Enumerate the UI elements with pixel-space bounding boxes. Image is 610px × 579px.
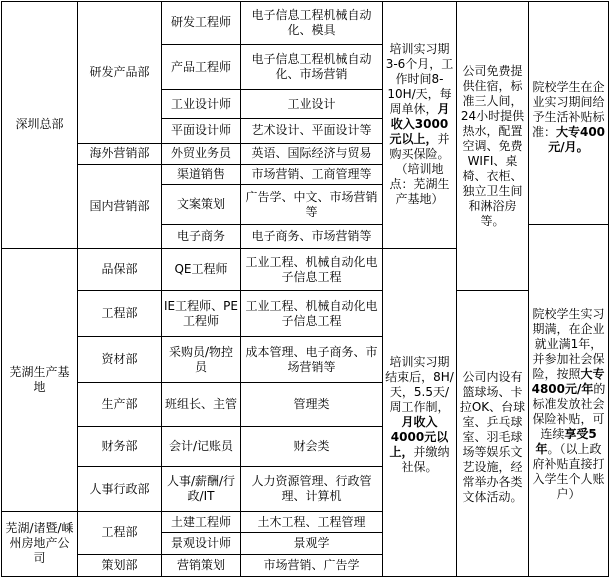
major-cell: 人力资源管理、行政管理、计算机 [241, 467, 383, 512]
subsidy-amount: 大专400元/月。 [548, 124, 606, 154]
department-finance: 财务部 [78, 426, 162, 467]
post-salary-cell [383, 248, 457, 576]
location-shenzhen: 深圳总部 [2, 2, 78, 249]
recruitment-table [1, 1, 609, 577]
spacer [531, 72, 606, 80]
subsidy-intro: 院校学生在企业实习期间给予生活补贴标准： [531, 79, 605, 139]
department-overseas: 海外营销部 [78, 144, 162, 164]
position-cell: 研发工程师 [162, 2, 241, 45]
department-hr: 人事行政部 [78, 467, 162, 512]
major-cell: 管理类 [241, 382, 383, 426]
major-cell: 工业工程、机械自动化电子信息工程 [241, 291, 383, 337]
major-cell: 广告学、中文、市场营销等 [241, 184, 383, 225]
major-cell: 电子信息工程机械自动化、模具 [241, 2, 383, 45]
department-rd: 研发产品部 [78, 2, 162, 144]
internship-text: 培训实习期3-6个月，工作时间8-10H/天，每周单休， [385, 42, 454, 117]
subsidy-standard: 的标准发放社会保险补贴，可连续 [532, 382, 606, 442]
major-cell: 土木工程、工程管理 [241, 511, 383, 532]
position-cell: 营销策划 [162, 554, 241, 577]
location-realestate: 芜湖/诸暨/嵊州房地产公司 [2, 511, 78, 576]
subsidy-years: 享受5年 [535, 427, 597, 457]
major-cell: 工业设计 [241, 90, 383, 118]
major-cell: 市场营销、工商管理等 [241, 164, 383, 184]
major-cell: 电子信息工程机械自动化、市场营销 [241, 44, 383, 90]
department-eng2: 工程部 [78, 511, 162, 554]
internship-insurance: 并购买保险。（培训地点：芜湖生产基地） [389, 132, 450, 207]
position-cell: 外贸业务员 [162, 144, 241, 164]
subsidy-cell [529, 2, 609, 225]
major-cell: 成本管理、电子商务、市场营销等 [241, 337, 383, 383]
facilities-cell [457, 291, 529, 577]
recruitment-table-wrapper [1, 1, 608, 577]
department-material: 资材部 [78, 337, 162, 383]
position-cell: 土建工程师 [162, 511, 241, 532]
major-cell: 工业工程、机械自动化电子信息工程 [241, 248, 383, 291]
location-wuhu: 芜湖生产基地 [2, 248, 78, 511]
position-cell: 产品工程师 [162, 44, 241, 90]
department-qa: 品保部 [78, 248, 162, 291]
major-cell: 景观学 [241, 533, 383, 554]
facilities-text: 公司内设有篮球场、卡拉OK、台球室、乒乓球室、羽毛球场等娱乐文艺设施，经常举办各类文体活动。 [459, 370, 526, 505]
position-cell: QE工程师 [162, 248, 241, 291]
position-cell: 人事/薪酬/行政/IT [162, 467, 241, 512]
subsidy-condition: 院校学生实习期满，在企业就业满1年，并参加社会保险，按照 [532, 307, 605, 382]
position-cell: 渠道销售 [162, 164, 241, 184]
major-cell: 市场营销、广告学 [241, 554, 383, 577]
subsidy-yearly: 大专4800元/年 [531, 367, 605, 397]
position-cell: 采购员/物控员 [162, 337, 241, 383]
insurance-subsidy-cell [529, 225, 609, 577]
internship-income: 月收入3000元以上， [389, 102, 450, 147]
department-planning: 策划部 [78, 554, 162, 577]
position-cell: 文案策划 [162, 184, 241, 225]
department-production: 生产部 [78, 382, 162, 426]
position-cell: 电子商务 [162, 225, 241, 248]
major-cell: 英语、国际经济与贸易 [241, 144, 383, 164]
department-eng: 工程部 [78, 291, 162, 337]
position-cell: 平面设计师 [162, 118, 241, 143]
position-cell: IE工程师、PE工程师 [162, 291, 241, 337]
position-cell: 工业设计师 [162, 90, 241, 118]
position-cell: 会计/记账员 [162, 426, 241, 467]
major-cell: 电子商务、市场营销等 [241, 225, 383, 248]
internship-salary-cell [383, 2, 457, 249]
housing-cell: 公司免费提供住宿，标准三人间，24小时提供热水，配置空调、免费WIFI、桌椅、衣柜、独立卫生间和淋浴房等。 [457, 2, 529, 291]
post-insurance: 并缴纳社保。 [401, 445, 450, 475]
position-cell: 景观设计师 [162, 533, 241, 554]
post-income: 月收入4000元以上， [389, 415, 449, 460]
department-domestic: 国内营销部 [78, 164, 162, 248]
subsidy-note: 。（以上政府补贴直接打入学生个人账户） [532, 442, 605, 502]
post-text: 培训实习期结束后，8H/天，5.5天/周工作制， [385, 355, 454, 415]
major-cell: 艺术设计、平面设计等 [241, 118, 383, 143]
major-cell: 财会类 [241, 426, 383, 467]
position-cell: 班组长、主管 [162, 382, 241, 426]
